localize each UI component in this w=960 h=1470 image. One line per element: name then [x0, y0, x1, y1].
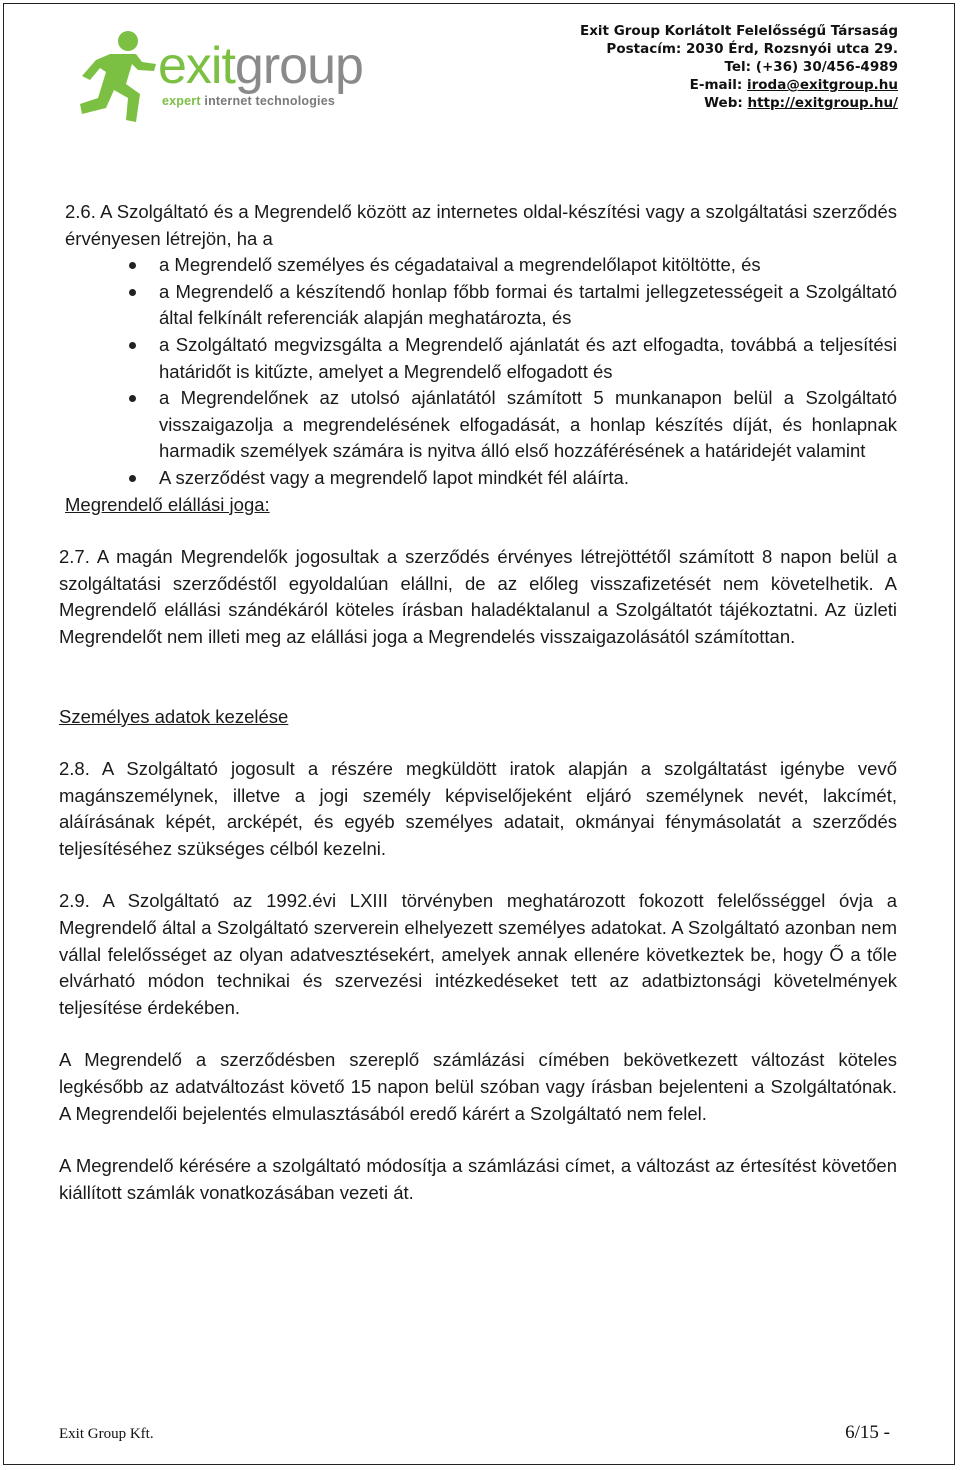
- list-item: a Megrendelőnek az utolsó ajánlatától számított 5 munkanapon belül a Szolgáltató visszaigazolja a megrendelésének elfogadását, a honlap készítés díját, és honlapnak harmadik személyek számára is nyitva álló első hozzáférésének a határidejét valamint: [159, 385, 897, 465]
- company-logo: [70, 28, 390, 128]
- phone-number: Tel: (+36) 30/456-4989: [724, 59, 898, 75]
- footer-page-number: 6/15 -: [845, 1422, 890, 1443]
- web-line: Web: http://exitgroup.hu/: [704, 95, 898, 111]
- running-man-icon: [70, 28, 162, 124]
- email-link[interactable]: iroda@exitgroup.hu: [747, 77, 898, 93]
- paragraph-address-request: A Megrendelő kérésére a szolgáltató módosítja a számlázási címet, a változást az értesítést követően kiállított számlák vonatkozásában vezeti át.: [59, 1155, 897, 1203]
- company-name: Exit Group Korlátolt Felelősségű Társaság: [579, 23, 898, 39]
- list-item: A szerződést vagy a megrendelő lapot mindkét fél aláírta.: [159, 465, 897, 492]
- heading-withdrawal-right: Megrendelő elállási joga:: [65, 493, 270, 515]
- logo-wordmark: exitgroup: [158, 37, 363, 95]
- list-item: a Megrendelő a készítendő honlap főbb formai és tartalmi jellegzetességeit a Szolgáltató által felkínált referenciák alapján meghatározta, és: [159, 279, 897, 332]
- footer-company: Exit Group Kft.: [59, 1426, 154, 1442]
- paragraph-2-9: 2.9. A Szolgáltató az 1992.évi LXIII törvényben meghatározott fokozott felelősséggel óvja a Megrendelő által a Szolgáltató szerverein elhelyezett személyes adatokat. A Szolgáltató azonban nem vállal felelősséget az olyan adatvesztésekért, amelyek annak ellenére következtek be, hogy Ő a tőle elvárható módon technikai és szervezési intézkedéseket tett az adatbiztonsági követelmények teljesítése érdekében.: [59, 890, 897, 1018]
- paragraph-2-8: 2.8. A Szolgáltató jogosult a részére megküldött iratok alapján a szolgáltatást igénybe vevő magánszemélynek, illetve a jogi személy képviselőjeként eljáró személynek nevét, lakcímét, aláírásának képét, arcképét, és egyéb személyes adatait, okmányai fénymásolatát a szerződés teljesítéséhez szükséges célból kezelni.: [59, 758, 897, 859]
- list-item: a Megrendelő személyes és cégadataival a megrendelőlapot kitöltötte, és: [159, 252, 897, 279]
- list-item: a Szolgáltató megvizsgálta a Megrendelő ajánlatát és azt elfogadta, továbbá a teljesítési határidőt is kitűzte, amelyet a Megrendelő elfogadott és: [159, 332, 897, 385]
- document-body: [59, 199, 897, 1206]
- web-link[interactable]: http://exitgroup.hu/: [747, 95, 898, 111]
- logo-tagline: expert internet technologies: [162, 94, 336, 108]
- postal-address: Postacím: 2030 Érd, Rozsnyói utca 29.: [606, 41, 898, 57]
- paragraph-2-6-list: [59, 252, 897, 491]
- paragraph-2-6-intro: 2.6. A Szolgáltató és a Megrendelő között az internetes oldal-készítési vagy a szolgáltatási szerződés érvényesen létrejön, ha a: [65, 201, 897, 249]
- email-line: E-mail: iroda@exitgroup.hu: [689, 77, 898, 93]
- paragraph-billing-change: A Megrendelő a szerződésben szereplő számlázási címében bekövetkezett változást köteles legkésőbb az adatváltozást követő 15 napon belül szóban vagy írásban bejelenteni a Szolgáltatónak. A Megrendelői bejelentés elmulasztásából eredő kárért a Szolgáltató nem felel.: [59, 1049, 897, 1124]
- company-info: [580, 22, 898, 112]
- paragraph-2-7: 2.7. A magán Megrendelők jogosultak a szerződés érvényes létrejöttétől számított 8 napon belül a szolgáltatási szerződéstől egyoldalúan elállni, de az előleg visszafizetését nem követelhetik. A Megrendelő elállási szándékáról köteles írásban haladéktalanul a Szolgáltatót tájékoztatni. Az üzleti Megrendelőt nem illeti meg az elállási joga a Megrendelés visszaigazolásától számítottan.: [59, 546, 897, 647]
- heading-personal-data: Személyes adatok kezelése: [59, 705, 289, 727]
